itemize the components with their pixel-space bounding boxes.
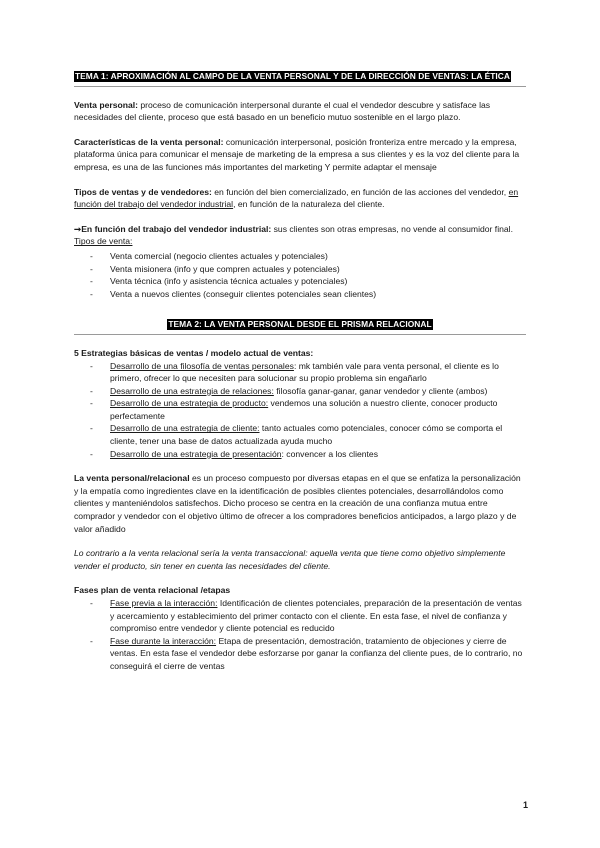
list-item: - Venta misionera (info y que compren actuales y potenciales) — [74, 263, 526, 276]
venta-personal-paragraph — [74, 99, 526, 124]
tipos-paragraph — [74, 186, 526, 211]
estrategias-list — [74, 360, 526, 461]
caracteristicas-label: Características de la venta personal: — [74, 136, 224, 147]
tipos-venta-list — [74, 250, 526, 300]
tema2-heading: TEMA 2: LA VENTA PERSONAL DESDE EL PRISMA RELACIONAL — [168, 319, 432, 330]
funcion-paragraph — [74, 223, 526, 248]
tipos-text-underlined: en función del trabajo del vendedor industrial — [74, 186, 519, 210]
funcion-text: sus clientes son otras empresas, no vende al consumidor final. — [271, 223, 513, 234]
relacional-paragraph — [74, 472, 526, 535]
venta-personal-text: proceso de comunicación interpersonal durante el cual el vendedor descubre y satisface las necesidades del cliente, proceso que está basado en un beneficio mutuo sostenible en el largo plazo. — [74, 99, 491, 123]
tipos-venta-label: Tipos de venta: — [74, 236, 133, 247]
list-item: - Fase durante la interacción: Etapa de presentación, demostración, tratamiento de objeciones y cierre de ventas. En esta fase el vendedor debe esforzarse por ganar la confianza del cliente pues, de lo contrario, no conseguirá el cierre de ventas — [74, 635, 526, 673]
contrario-paragraph: Lo contrario a la venta relacional sería la venta transaccional: aquella venta que tiene como objetivo simplemente vender el producto, sin tener en cuenta las necesidades del cliente. — [74, 548, 506, 571]
list-item: - Fase previa a la interacción: Identificación de clientes potenciales, preparación de la presentación de ventas y acercamiento y establecimiento del primer contacto con el cliente. En esta fase, el nivel de confianza y compromiso entre vendedor y cliente potencial es reducido — [74, 597, 526, 635]
list-item: - Desarrollo de una estrategia de cliente: tanto actuales como potenciales, conocer cómo se comporta el cliente, tener una base de datos actualizada ayuda mucho — [74, 422, 526, 447]
page-number: 1 — [522, 800, 528, 810]
funcion-label: ➞En función del trabajo del vendedor industrial: — [74, 223, 272, 234]
tema1-heading-wrap — [74, 70, 526, 83]
list-item: - Venta comercial (negocio clientes actuales y potenciales) — [74, 250, 526, 263]
list-item: - Desarrollo de una estrategia de relaciones: filosofía ganar-ganar, ganar vendedor y cliente (ambos) — [74, 385, 526, 398]
fases-heading: Fases plan de venta relacional /etapas — [74, 585, 231, 596]
list-item: - Desarrollo de una estrategia de producto: vendemos una solución a nuestro cliente, conocer producto perfectamente — [74, 397, 526, 422]
divider-1 — [74, 86, 526, 87]
relacional-text: es un proceso compuesto por diversas etapas en el que se enfatiza la personalización y la empatía como ingredientes clave en la identificación de posibles clientes potenciales, desarrollándolos como clientes y manteniéndolos satisfechos. Dicho proceso se centra en la creación de una confianza mutua entre comprador y vendedor con el objetivo último de ofrecer a los compradores beneficios anticipados, a largo plazo y de valor añadido — [74, 473, 521, 534]
divider-2 — [74, 334, 526, 335]
tipos-label: Tipos de ventas y de vendedores: — [74, 186, 212, 197]
estrategias-heading: 5 Estrategias básicas de ventas / modelo actual de ventas: — [74, 347, 314, 358]
caracteristicas-text: comunicación interpersonal, posición fronteriza entre mercado y la empresa, plataforma única para comunicar el mensaje de marketing de la empresa a sus clientes y es la voz del cliente para la empresa, es una de las funciones más importantes del marketing Y permite adaptar el mensaje — [74, 136, 520, 172]
relacional-label: La venta personal/relacional — [74, 473, 190, 484]
fases-list — [74, 597, 526, 673]
tipos-text-b: , en función de la naturaleza del cliente. — [233, 199, 385, 210]
list-item: - Desarrollo de una estrategia de presentación: convencer a los clientes — [74, 448, 526, 461]
tipos-text-a: en función del bien comercializado, en función de las acciones del vendedor, — [211, 186, 509, 197]
list-item: - Venta a nuevos clientes (conseguir clientes potenciales sean clientes) — [74, 288, 526, 301]
list-item: - Venta técnica (info y asistencia técnica actuales y potenciales) — [74, 275, 526, 288]
caracteristicas-paragraph — [74, 136, 526, 174]
document-page — [74, 70, 526, 673]
tema1-heading: TEMA 1: APROXIMACIÓN AL CAMPO DE LA VENTA PERSONAL Y DE LA DIRECCIÓN DE VENTAS: LA ÉTICA — [75, 71, 510, 81]
venta-personal-label: Venta personal: — [74, 99, 138, 110]
list-item: - Desarrollo de una filosofía de ventas personales: mk también vale para venta personal, el cliente es lo primero, ofrecer lo que necesiten para solucionar su propio problema sin engañarlo — [74, 360, 526, 385]
tema2-heading-wrap — [74, 318, 526, 331]
